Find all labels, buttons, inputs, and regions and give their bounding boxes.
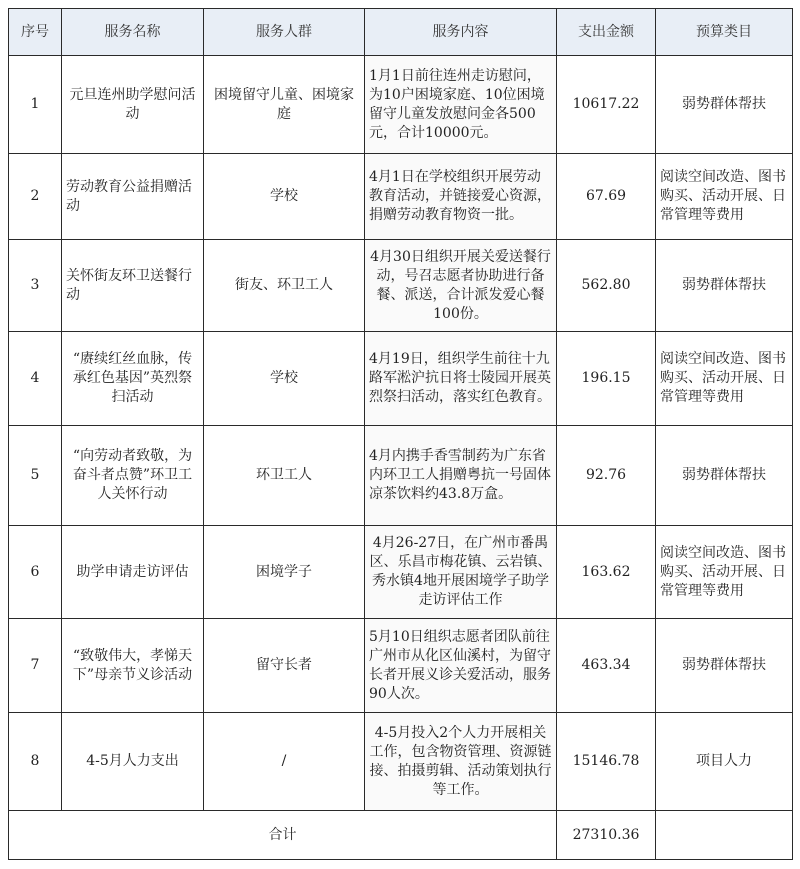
row-service-name: 4-5月人力支出 [62, 713, 204, 811]
row-budget-category: 弱势群体帮扶 [656, 619, 793, 713]
row-no: 7 [9, 619, 62, 713]
row-service-content: 4月26-27日，在广州市番禺区、乐昌市梅花镇、云岩镇、秀水镇4地开展困境学子助学走访评估工作 [365, 526, 557, 619]
row-service-name: 元旦连州助学慰问活动 [62, 56, 204, 154]
row-target-group: 困境学子 [204, 526, 365, 619]
total-row [9, 811, 793, 860]
total-budget-empty [656, 811, 793, 860]
row-service-content: 1月1日前往连州走访慰问，为10户困境家庭、10位困境留守儿童发放慰问金各500元，合计10000元。 [365, 56, 557, 154]
total-label: 合计 [9, 811, 557, 860]
table-row [9, 426, 793, 526]
total-amount: 27310.36 [557, 811, 656, 860]
row-no: 5 [9, 426, 62, 526]
row-no: 8 [9, 713, 62, 811]
row-service-content: 4月19日，组织学生前往十九路军淞沪抗日将士陵园开展英烈祭扫活动，落实红色教育。 [365, 332, 557, 426]
row-target-group: / [204, 713, 365, 811]
row-amount: 163.62 [557, 526, 656, 619]
row-no: 6 [9, 526, 62, 619]
row-budget-category: 弱势群体帮扶 [656, 240, 793, 332]
row-service-content: 5月10日组织志愿者团队前往广州市从化区仙溪村，为留守长者开展义诊关爱活动，服务90人次。 [365, 619, 557, 713]
table-row [9, 56, 793, 154]
header-target-group: 服务人群 [204, 9, 365, 56]
row-target-group: 留守长者 [204, 619, 365, 713]
row-no: 4 [9, 332, 62, 426]
row-service-name: “致敬伟大，孝悌天下”母亲节义诊活动 [62, 619, 204, 713]
row-target-group: 环卫工人 [204, 426, 365, 526]
row-budget-category: 阅读空间改造、图书购买、活动开展、日常管理等费用 [656, 526, 793, 619]
row-target-group: 街友、环卫工人 [204, 240, 365, 332]
header-amount: 支出金额 [557, 9, 656, 56]
expense-table [8, 8, 793, 860]
row-amount: 196.15 [557, 332, 656, 426]
row-service-name: “赓续红丝血脉，传承红色基因”英烈祭扫活动 [62, 332, 204, 426]
row-service-content: 4月内携手香雪制药为广东省内环卫工人捐赠粤抗一号固体凉茶饮料约43.8万盒。 [365, 426, 557, 526]
row-no: 3 [9, 240, 62, 332]
row-target-group: 困境留守儿童、困境家庭 [204, 56, 365, 154]
header-no: 序号 [9, 9, 62, 56]
row-service-name: 助学申请走访评估 [62, 526, 204, 619]
row-budget-category: 阅读空间改造、图书购买、活动开展、日常管理等费用 [656, 154, 793, 240]
row-budget-category: 阅读空间改造、图书购买、活动开展、日常管理等费用 [656, 332, 793, 426]
row-amount: 463.34 [557, 619, 656, 713]
row-amount: 562.80 [557, 240, 656, 332]
header-budget-category: 预算类目 [656, 9, 793, 56]
row-service-content: 4月30日组织开展关爱送餐行动，号召志愿者协助进行备餐、派送，合计派发爱心餐100份。 [365, 240, 557, 332]
table-row [9, 240, 793, 332]
row-amount: 10617.22 [557, 56, 656, 154]
row-budget-category: 弱势群体帮扶 [656, 56, 793, 154]
row-budget-category: 项目人力 [656, 713, 793, 811]
header-service-content: 服务内容 [365, 9, 557, 56]
row-service-name: 劳动教育公益捐赠活动 [62, 154, 204, 240]
row-target-group: 学校 [204, 332, 365, 426]
table-row [9, 332, 793, 426]
table-row [9, 713, 793, 811]
table-row [9, 154, 793, 240]
row-amount: 92.76 [557, 426, 656, 526]
row-target-group: 学校 [204, 154, 365, 240]
row-service-content: 4-5月投入2个人力开展相关工作，包含物资管理、资源链接、拍摄剪辑、活动策划执行等工作。 [365, 713, 557, 811]
header-row [9, 9, 793, 56]
row-amount: 15146.78 [557, 713, 656, 811]
row-service-content: 4月1日在学校组织开展劳动教育活动，并链接爱心资源，捐赠劳动教育物资一批。 [365, 154, 557, 240]
header-service-name: 服务名称 [62, 9, 204, 56]
table-row [9, 526, 793, 619]
row-service-name: “向劳动者致敬，为奋斗者点赞”环卫工人关怀行动 [62, 426, 204, 526]
row-service-name: 关怀街友环卫送餐行动 [62, 240, 204, 332]
row-no: 1 [9, 56, 62, 154]
row-no: 2 [9, 154, 62, 240]
row-amount: 67.69 [557, 154, 656, 240]
row-budget-category: 弱势群体帮扶 [656, 426, 793, 526]
table-row [9, 619, 793, 713]
